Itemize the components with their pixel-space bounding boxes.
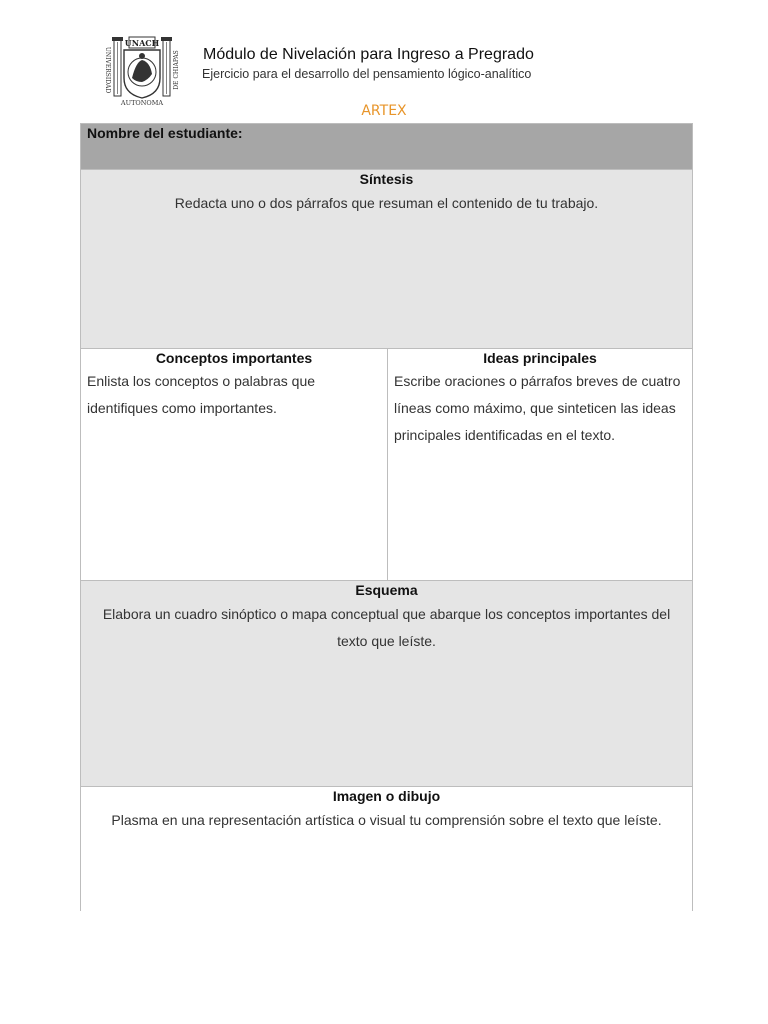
document-subtitle: Ejercicio para el desarrollo del pensamiento lógico-analítico [202, 67, 532, 81]
sintesis-section[interactable] [81, 170, 692, 349]
conceptos-section[interactable] [81, 349, 388, 580]
imagen-section[interactable] [81, 787, 692, 911]
conceptos-description: Enlista los conceptos o palabras que identifiques como importantes. [87, 373, 316, 416]
sintesis-description: Redacta uno o dos párrafos que resuman el contenido de tu trabajo. [174, 195, 599, 211]
conceptos-title: Conceptos importantes [155, 350, 313, 366]
ideas-section[interactable] [388, 349, 692, 580]
logo-bottom-text: AUTONOMA [120, 99, 164, 107]
concepts-ideas-row [81, 349, 692, 581]
imagen-title: Imagen o dibujo [332, 788, 441, 804]
document-title: Módulo de Nivelación para Ingreso a Pregrado [203, 46, 534, 63]
worksheet-form [80, 123, 693, 911]
student-name-row[interactable] [81, 124, 692, 170]
university-logo [100, 34, 184, 108]
student-name-label: Nombre del estudiante: [87, 125, 243, 141]
esquema-section[interactable] [81, 581, 692, 787]
imagen-description: Plasma en una representación artística o visual tu comprensión sobre el texto que leíste. [111, 812, 662, 828]
ideas-description: Escribe oraciones o párrafos breves de cuatro líneas como máximo, que sinteticen las ideas principales identificadas en el texto. [394, 373, 681, 443]
logo-right-text: DE CHIAPAS [173, 50, 180, 90]
logo-shield-text: UNACH [124, 38, 160, 48]
esquema-description: Elabora un cuadro sinóptico o mapa conceptual que abarque los conceptos importantes del texto que leíste. [102, 606, 671, 649]
logo-left-text: UNIVERSIDAD [104, 46, 111, 94]
esquema-title: Esquema [355, 582, 418, 598]
exercise-code: ARTEX [361, 103, 407, 119]
ideas-title: Ideas principales [483, 350, 597, 366]
sintesis-title: Síntesis [359, 171, 414, 187]
